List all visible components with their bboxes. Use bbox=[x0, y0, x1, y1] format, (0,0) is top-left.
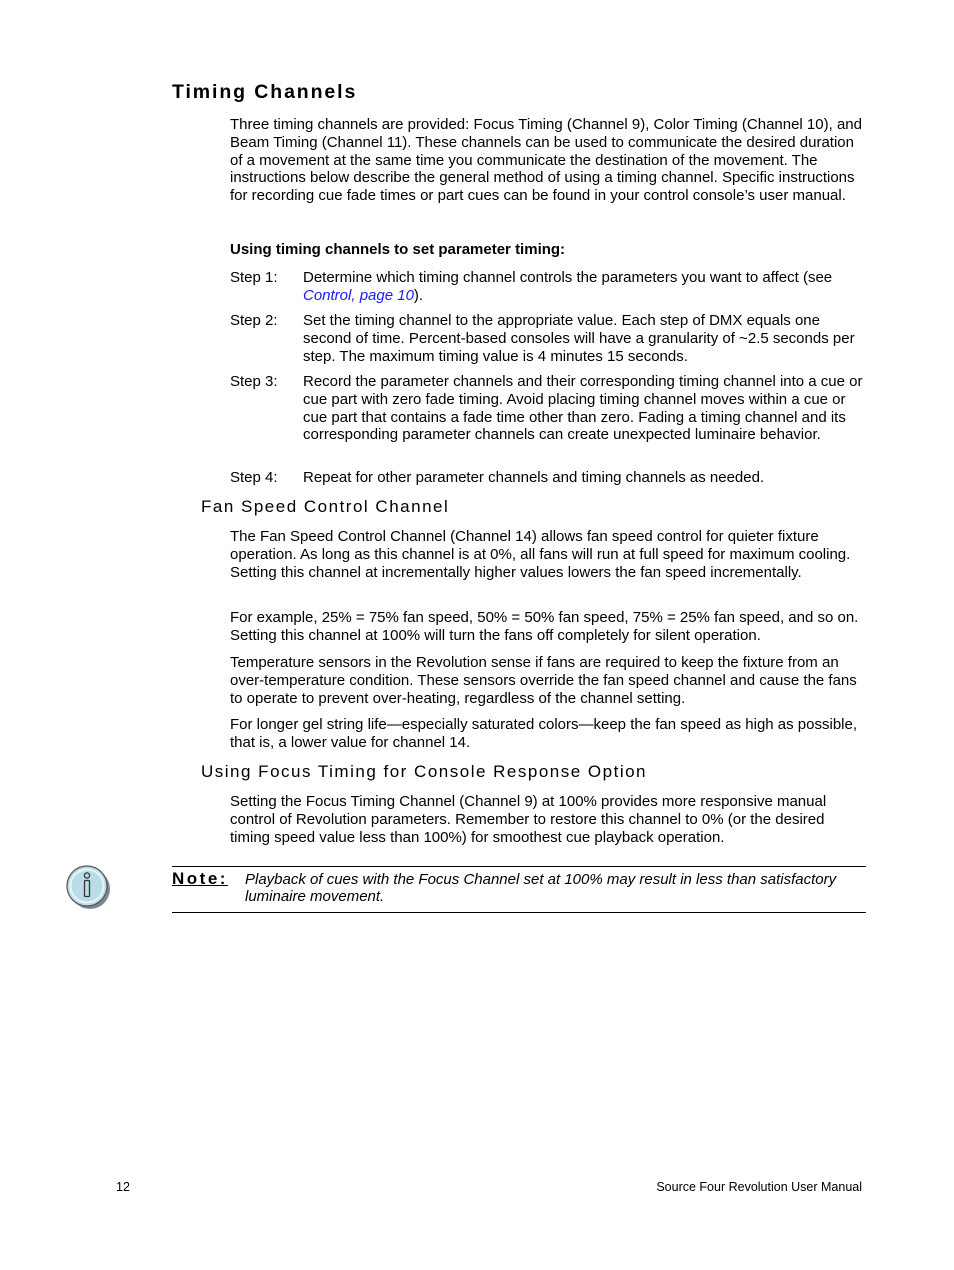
intro-paragraph: Three timing channels are provided: Focus Timing (Channel 9), Color Timing (Channel 10), and Beam Timing (Channel 11). These channels can be used to communicate the desired duration of a movement at the same time you communicate the destination of the movement. The instructions below describe the general method of using a timing channel. Specific instructions for recording cue fade times or part cues can be found in your control console’s user manual. bbox=[230, 116, 862, 205]
step-3 bbox=[230, 373, 866, 444]
fan-paragraph: The Fan Speed Control Channel (Channel 14) allows fan speed control for quieter fixture operation. As long as this channel is at 0%, all fans will run at full speed for maximum cooling. Setting this channel at incrementally higher values lowers the fan speed incrementally. bbox=[230, 528, 851, 581]
step-label: Step 2: bbox=[230, 312, 278, 329]
step-text: Set the timing channel to the appropriate value. Each step of DMX equals one second of time. Percent-based consoles will have a granularity of ~2.5 seconds per step. The maximum timing value is 4 minutes 15 seconds. bbox=[303, 312, 855, 365]
fan-paragraph: For longer gel string life—especially saturated colors—keep the fan speed as high as possible, that is, a lower value for channel 14. bbox=[230, 716, 858, 751]
fan-paragraph: Temperature sensors in the Revolution sense if fans are required to keep the fixture from an over-temperature condition. These sensors override the fan speed channel and cause the fans to operate to prevent over-heating, regardless of the channel setting. bbox=[230, 654, 857, 707]
step-4 bbox=[230, 469, 866, 487]
note-label: Note: bbox=[172, 869, 228, 888]
cross-reference-link[interactable]: Control, page 10 bbox=[303, 286, 414, 304]
step-1 bbox=[230, 269, 866, 305]
step-label: Step 1: bbox=[230, 269, 278, 286]
step-label: Step 3: bbox=[230, 373, 278, 390]
focus-paragraph: Setting the Focus Timing Channel (Channel 9) at 100% provides more responsive manual control of Revolution parameters. Remember to restore this channel to 0% (or the desired timing speed value less than 100%) for smoothest cue playback operation. bbox=[230, 793, 827, 846]
page-number: 12 bbox=[116, 1180, 130, 1194]
section-heading: Timing Channels bbox=[172, 81, 358, 103]
footer-manual-title: Source Four Revolution User Manual bbox=[656, 1180, 862, 1194]
fan-paragraph: For example, 25% = 75% fan speed, 50% = 50% fan speed, 75% = 25% fan speed, and so on. Setting this channel at 100% will turn the fans off completely for silent operation. bbox=[230, 609, 859, 644]
procedure-title: Using timing channels to set parameter timing: bbox=[230, 241, 566, 258]
step-text: Determine which timing channel controls the parameters you want to affect (see Control, page 10). bbox=[303, 269, 833, 304]
info-icon bbox=[64, 863, 112, 911]
note-text: Playback of cues with the Focus Channel set at 100% may result in less than satisfactory luminaire movement. bbox=[245, 871, 837, 905]
note-bottom-rule bbox=[172, 912, 866, 913]
step-text: Record the parameter channels and their corresponding timing channel into a cue or cue part with zero fade timing. Avoid placing timing channel moves within a cue or cue part that contains a fade time other than zero. Fading a timing channel and its corresponding parameter channels can create unexpected luminaire behavior. bbox=[303, 373, 863, 444]
step-label: Step 4: bbox=[230, 469, 278, 486]
note-top-rule bbox=[172, 866, 866, 867]
fan-speed-heading: Fan Speed Control Channel bbox=[201, 497, 450, 516]
step-text: Repeat for other parameter channels and timing channels as needed. bbox=[303, 469, 765, 486]
step-2 bbox=[230, 312, 866, 365]
focus-timing-heading: Using Focus Timing for Console Response Option bbox=[201, 762, 648, 781]
